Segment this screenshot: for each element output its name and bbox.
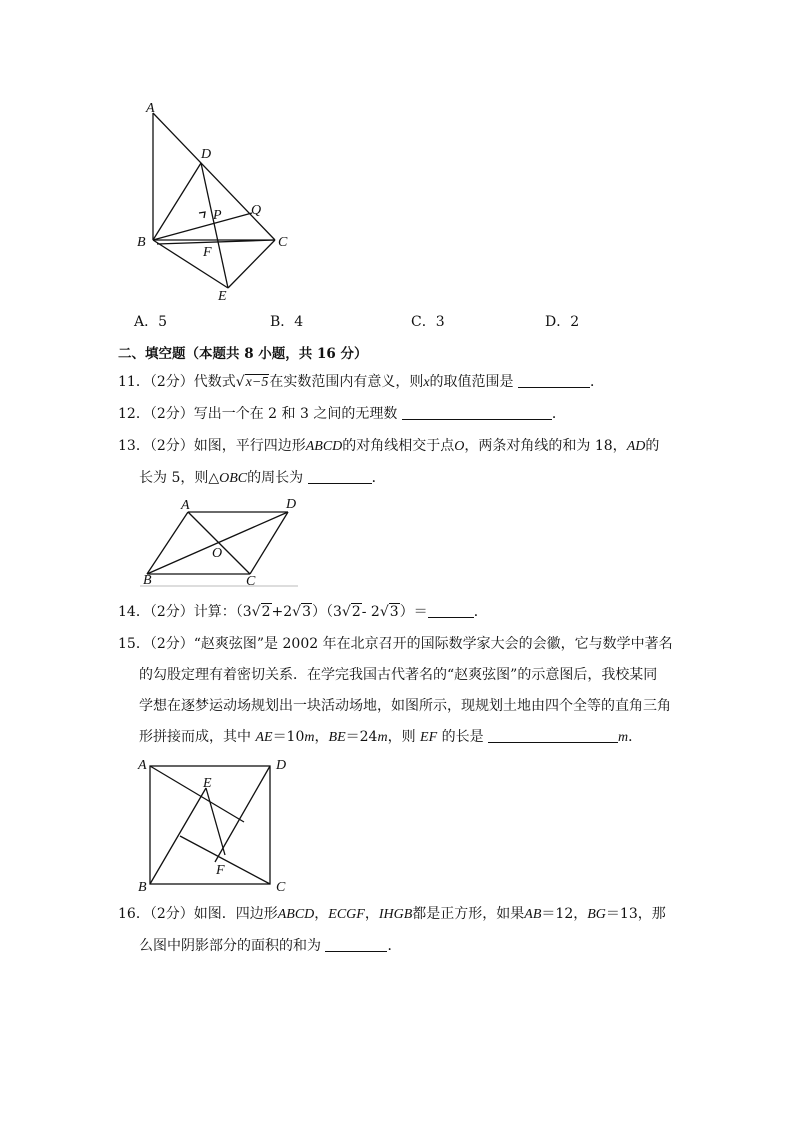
segment-B-to-E (150, 788, 206, 884)
label-F: F (216, 863, 225, 878)
question-16-line-1: 16．（2分）如图．四边形ABCD，ECGF，IHGB都是正方形，如果AB＝12，BG＝13，那 (118, 906, 666, 922)
answer-blank-15[interactable] (488, 728, 618, 743)
question-15-line-2: 的勾股定理有着密切关系．在学完我国古代著名的“赵爽弦图”的示意图后，我校某同 (139, 667, 658, 683)
label-B: B (143, 573, 152, 588)
label-F: F (203, 245, 212, 260)
label-B: B (137, 235, 146, 250)
sqrt-expression: √x−5 (235, 374, 269, 390)
question-15-line-1: 15．（2分）“赵爽弦图”是 2002 年在北京召开的国际数学家大会的会徽，它与数学中著名 (118, 636, 673, 652)
label-A: A (146, 101, 155, 116)
label-A: A (181, 498, 190, 513)
question-13-line-1: 13．（2分）如图，平行四边形ABCD的对角线相交于点O，两条对角线的和为 18，AD的 (118, 438, 660, 454)
choice-b: B．4 (270, 314, 304, 330)
segment-EF (206, 788, 225, 855)
segment-C-to-corner (180, 836, 270, 884)
label-P: P (213, 208, 222, 223)
label-E: E (218, 289, 227, 304)
answer-blank-11[interactable] (518, 373, 590, 388)
question-16 (118, 904, 666, 956)
question-12: 12．（2分）写出一个在 2 和 3 之间的无理数 ． (118, 406, 566, 422)
label-C: C (246, 574, 256, 589)
label-A: A (138, 758, 147, 773)
question-15-line-3: 学想在逐梦运动场规划出一块活动场地，如图所示，现规划土地由四个全等的直角三角 (139, 698, 671, 714)
answer-blank-16[interactable] (325, 937, 387, 952)
question-13-line-2: 长为 5，则△OBC的周长为 ． (139, 470, 386, 486)
choice-c: C．3 (411, 314, 445, 330)
label-C: C (276, 880, 286, 895)
section-heading: 二、填空题（本题共 8 小题，共 16 分） (118, 346, 368, 362)
figure-q15 (0, 0, 320, 900)
label-E: E (203, 776, 212, 791)
label-C: C (278, 235, 288, 250)
choice-d: D．2 (545, 314, 580, 330)
label-Q: Q (251, 203, 262, 218)
choice-a: A．5 (134, 314, 168, 330)
question-14: 14．（2分）计算：（3√2+2√3）（3√2- 2√3）＝ ． (118, 604, 488, 620)
label-D: D (201, 147, 212, 162)
segment-A-to-corner (150, 766, 244, 822)
label-B: B (138, 880, 147, 895)
label-D: D (276, 758, 287, 773)
label-O: O (212, 546, 223, 561)
label-D: D (286, 497, 297, 512)
question-15-line-4: 形拼接而成，其中 AE＝10m，BE＝24m，则 EF 的长是 m． (139, 729, 643, 745)
question-16-line-2: 么图中阴影部分的面积的和为 ． (139, 938, 402, 954)
answer-blank-12[interactable] (402, 405, 552, 420)
question-11: 11．（2分）代数式√x−5在实数范围内有意义，则x的取值范围是 ． (118, 372, 604, 393)
zhao-shuang-diagram (0, 0, 320, 900)
answer-blank-14[interactable] (428, 603, 474, 618)
